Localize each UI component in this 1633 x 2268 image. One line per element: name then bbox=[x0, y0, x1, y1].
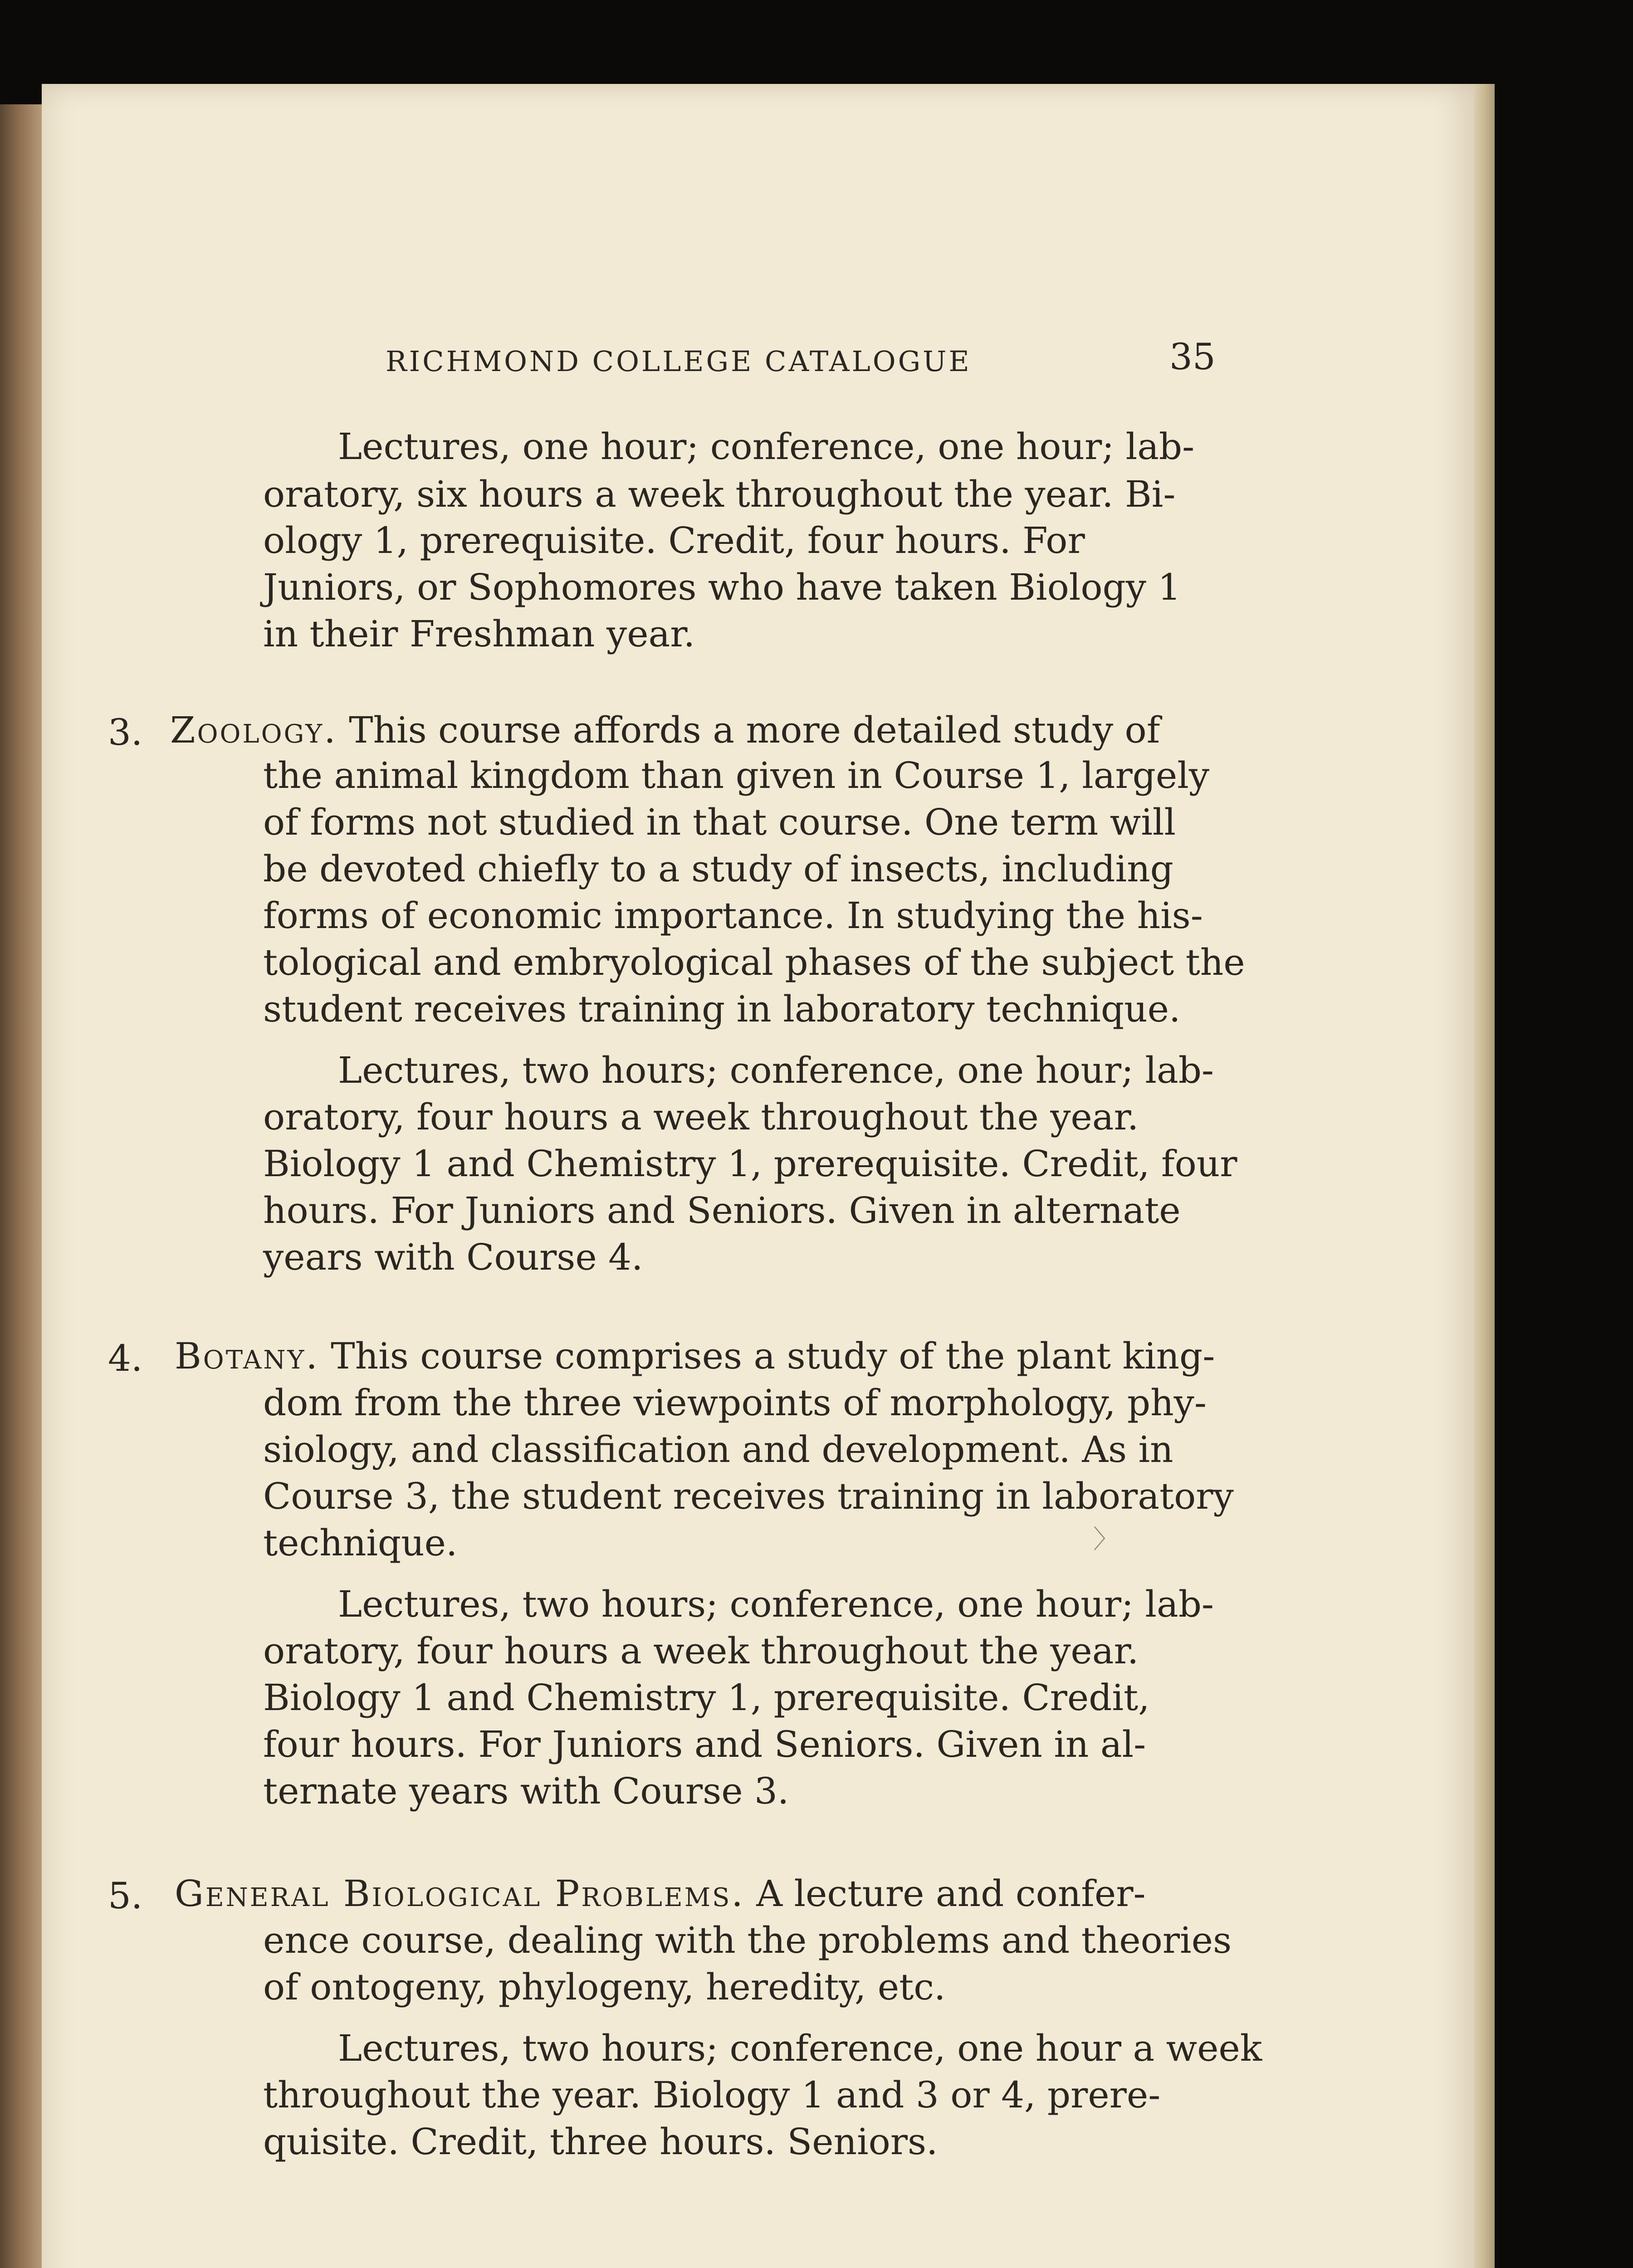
stray-ink-mark: 〉 bbox=[1093, 1525, 1119, 1554]
course-details-line: ternate years with Course 3. bbox=[263, 1770, 789, 1812]
course-details-line: Lectures, two hours; conference, one hour; lab- bbox=[338, 1049, 1214, 1091]
intro-line: oratory, six hours a week throughout the year. Bi- bbox=[263, 473, 1176, 515]
facing-page-edge bbox=[0, 104, 42, 2268]
course-description-line: be devoted chiefly to a study of insects, including bbox=[263, 848, 1173, 890]
intro-line: Lectures, one hour; conference, one hour; lab- bbox=[338, 425, 1195, 468]
course-title: Zoology. bbox=[170, 709, 337, 751]
course-details-line: Biology 1 and Chemistry 1, prerequisite. Credit, bbox=[263, 1677, 1150, 1719]
course-details-line: hours. For Juniors and Seniors. Given in alternate bbox=[263, 1189, 1181, 1232]
course-description-line: of forms not studied in that course. One term will bbox=[263, 801, 1176, 843]
course-first-line bbox=[175, 1872, 1146, 1915]
course-details-line: oratory, four hours a week throughout the year. bbox=[263, 1096, 1139, 1138]
intro-line: ology 1, prerequisite. Credit, four hours. For bbox=[263, 519, 1085, 562]
course-description-line: student receives training in laboratory technique. bbox=[263, 988, 1181, 1030]
course-first-line-text: This course affords a more detailed study of bbox=[349, 709, 1160, 751]
intro-line: Juniors, or Sophomores who have taken Biology 1 bbox=[263, 566, 1181, 608]
course-first-line-text: This course comprises a study of the plant king- bbox=[331, 1335, 1215, 1377]
course-number: 4. bbox=[108, 1337, 143, 1379]
course-details-line: four hours. For Juniors and Seniors. Given in al- bbox=[263, 1723, 1146, 1765]
course-description-line: ence course, dealing with the problems and theories bbox=[263, 1919, 1232, 1961]
course-description-line: Course 3, the student receives training in laboratory bbox=[263, 1475, 1234, 1517]
course-description-line: siology, and classification and development. As in bbox=[263, 1428, 1173, 1471]
course-details-line: throughout the year. Biology 1 and 3 or 4, prere- bbox=[263, 2074, 1161, 2116]
course-first-line bbox=[170, 709, 1160, 751]
course-description-line: dom from the three viewpoints of morphology, phy- bbox=[263, 1382, 1207, 1424]
course-details-line: years with Course 4. bbox=[263, 1236, 643, 1278]
course-details-line: Lectures, two hours; conference, one hour; lab- bbox=[338, 1583, 1214, 1625]
course-title: Botany. bbox=[175, 1335, 319, 1377]
page-fore-edge bbox=[1474, 84, 1495, 2268]
course-first-line-text: A lecture and confer- bbox=[756, 1872, 1146, 1915]
course-description-line: tological and embryological phases of the subject the bbox=[263, 941, 1245, 983]
course-number: 5. bbox=[108, 1875, 143, 1917]
course-number: 3. bbox=[108, 711, 143, 753]
course-description-line: forms of economic importance. In studying the his- bbox=[263, 894, 1203, 937]
intro-line: in their Freshman year. bbox=[263, 613, 695, 655]
course-details-line: Biology 1 and Chemistry 1, prerequisite. Credit, four bbox=[263, 1143, 1237, 1185]
course-details-line: quisite. Credit, three hours. Seniors. bbox=[263, 2121, 938, 2163]
course-description-line: of ontogeny, phylogeny, heredity, etc. bbox=[263, 1966, 946, 2008]
running-title: RICHMOND COLLEGE CATALOGUE bbox=[386, 345, 972, 378]
page-number: 35 bbox=[1169, 336, 1216, 378]
course-description-line: technique. bbox=[263, 1522, 458, 1564]
course-details-line: Lectures, two hours; conference, one hour a week bbox=[338, 2027, 1262, 2069]
course-description-line: the animal kingdom than given in Course 1, largely bbox=[263, 754, 1210, 797]
course-details-line: oratory, four hours a week throughout the year. bbox=[263, 1630, 1139, 1672]
course-first-line bbox=[175, 1335, 1215, 1377]
course-title: General Biological Problems. bbox=[175, 1872, 745, 1915]
